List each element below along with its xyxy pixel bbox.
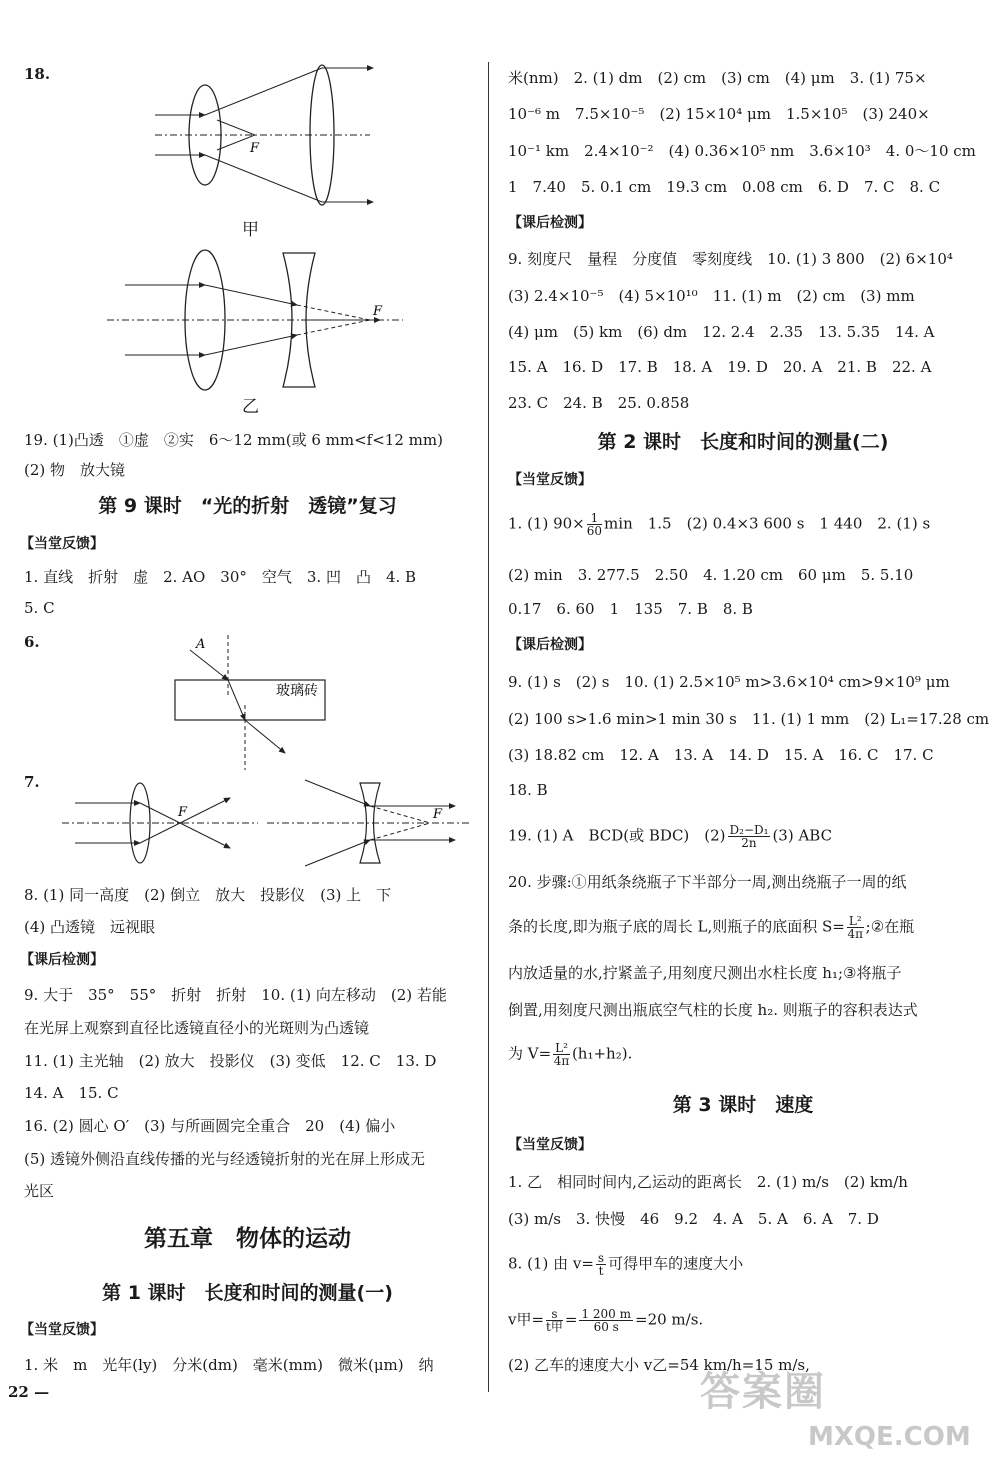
section-after-class-check: 【课后检测】 [20, 952, 104, 968]
r-line-4: 1 7.40 5. 0.1 cm 19.3 cm 0.08 cm 6. D 7. C 8. C [508, 178, 941, 196]
r-line-14: (2) 100 s>1.6 min>1 min 30 s 11. (1) 1 mm (2) L₁=17.28 cm [508, 710, 990, 728]
fraction-numerator: 1 200 m [581, 1307, 631, 1321]
r-line-9: 23. C 24. B 25. 0.858 [508, 394, 690, 412]
fraction-numerator: D₂−D₁ [729, 823, 769, 837]
fraction-denominator: 60 s [593, 1320, 619, 1334]
r-line-12: 0.17 6. 60 1 135 7. B 8. B [508, 600, 753, 618]
figure7-concave-focus-label: F [433, 807, 443, 822]
r-line-22-pre: 为 V= [508, 1044, 552, 1063]
figure7-convex-focus-label: F [178, 805, 188, 820]
r-line-26-post: =20 m/s. [635, 1310, 704, 1329]
r-line-26-mid: = [564, 1310, 578, 1329]
q16-line3: 光区 [24, 1182, 55, 1200]
fraction-numerator: L² [555, 1041, 568, 1055]
figure-jia-focus-label: F [250, 141, 260, 156]
r-line-10 [508, 512, 930, 537]
section-in-class-feedback: 【当堂反馈】 [20, 536, 104, 552]
r-line-26-pre: v甲= [508, 1310, 545, 1329]
r-line-1: 米(nm) 2. (1) dm (2) cm (3) cm (4) μm 3. (1) 75× [508, 69, 927, 87]
figure-yi-focus-label: F [373, 304, 383, 319]
r-line-25-pre: 8. (1) 由 v= [508, 1254, 594, 1273]
section-in-class-feedback-2: 【当堂反馈】 [20, 1322, 104, 1338]
feedback-answer-5: 5. C [24, 599, 55, 617]
column-divider [488, 62, 489, 1392]
r-line-17-pre: 19. (1) A BCD(或 BDC) (2) [508, 826, 726, 845]
figure6-glass-label: 玻璃砖 [276, 683, 318, 699]
r-line-6: (3) 2.4×10⁻⁵ (4) 5×10¹⁰ 11. (1) m (2) cm (3) mm [508, 287, 915, 305]
page-number: 22 — [8, 1383, 50, 1401]
watermark-logo: 答案圈 [700, 1369, 826, 1415]
fraction-denominator: t甲 [546, 1320, 563, 1334]
r-line-17-post: (3) ABC [772, 826, 833, 845]
section-after-class-check-r2: 【课后检测】 [508, 637, 592, 653]
lesson2-title: 第 2 课时 长度和时间的测量(二) [597, 431, 889, 453]
fraction-d2-d1-over-2n [728, 824, 771, 849]
q16-line1: 16. (2) 圆心 O′ (3) 与所画圆完全重合 20 (4) 偏小 [24, 1117, 396, 1135]
r-line-19-pre: 条的长度,即为瓶子底的周长 L,则瓶子的底面积 S= [508, 917, 845, 936]
figure7-convex-lens [60, 778, 260, 868]
r-line-16: 18. B [508, 781, 548, 799]
r-line-25 [508, 1252, 743, 1277]
fraction-s-over-t-jia [546, 1308, 563, 1333]
figure6-glass-brick-refraction [170, 635, 360, 770]
fraction-numerator: s [597, 1251, 605, 1265]
lesson3-title: 第 3 课时 速度 [672, 1094, 814, 1116]
fraction-denominator: 60 [586, 524, 603, 538]
r-line-24: (3) m/s 3. 快慢 46 9.2 4. A 5. A 6. A 7. D [508, 1210, 879, 1228]
watermark-url: MXQE.COM [808, 1422, 971, 1452]
r-line-2: 10⁻⁶ m 7.5×10⁻⁵ (2) 15×10⁴ μm 1.5×10⁵ (3) 240× [508, 105, 930, 123]
r-line-25-post: 可得甲车的速度大小 [608, 1254, 744, 1273]
fraction-denominator: 4π [847, 927, 864, 941]
figure-jia-caption: 甲 [242, 220, 259, 240]
r-line-10-pre: 1. (1) 90× [508, 514, 585, 533]
r-line-27: (2) 乙车的速度大小 v乙=54 km/h=15 m/s, [508, 1356, 810, 1374]
fraction-numerator: L² [848, 914, 862, 928]
chapter5-title: 第五章 物体的运动 [144, 1226, 351, 1252]
fraction-l2-over-4pi [847, 915, 864, 940]
q6-label: 6. [24, 633, 40, 651]
r-line-20: 内放适量的水,拧紧盖子,用刻度尺测出水柱长度 h₁;③将瓶子 [508, 964, 902, 982]
r-line-13: 9. (1) s (2) s 10. (1) 2.5×10⁵ m>3.6×10⁴ cm>9×10⁹ μm [508, 673, 950, 691]
section-in-class-feedback-r2: 【当堂反馈】 [508, 472, 592, 488]
q16-line2: (5) 透镜外侧沿直线传播的光与经透镜折射的光在屏上形成无 [24, 1150, 426, 1168]
r-line-22 [508, 1042, 632, 1067]
r-line-18: 20. 步骤:①用纸条绕瓶子下半部分一周,测出绕瓶子一周的纸 [508, 873, 907, 891]
r-line-10-post: min 1.5 (2) 0.4×3 600 s 1 440 2. (1) s [604, 514, 931, 533]
fraction-denominator: 2n [741, 836, 757, 850]
r-line-17 [508, 824, 832, 849]
r-line-7: (4) μm (5) km (6) dm 12. 2.4 2.35 13. 5.35 14. A [508, 323, 935, 341]
fraction-denominator: t [598, 1264, 604, 1278]
r-line-5: 9. 刻度尺 量程 分度值 零刻度线 10. (1) 3 800 (2) 6×10⁴ [508, 250, 953, 268]
lesson9-title: 第 9 课时 “光的折射 透镜”复习 [98, 495, 397, 517]
lesson1-answer-1: 1. 米 m 光年(ly) 分米(dm) 毫米(mm) 微米(μm) 纳 [24, 1356, 434, 1374]
fraction-1-over-60 [587, 512, 602, 537]
section-in-class-feedback-r3: 【当堂反馈】 [508, 1137, 592, 1153]
r-line-11: (2) min 3. 277.5 2.50 4. 1.20 cm 60 μm 5. 5.10 [508, 566, 914, 584]
r-line-21: 倒置,用刻度尺测出瓶底空气柱的长度 h₂. 则瓶子的容积表达式 [508, 1001, 918, 1019]
r-line-3: 10⁻¹ km 2.4×10⁻² (4) 0.36×10⁵ nm 3.6×10³ 4. 0～10 cm [508, 142, 976, 160]
figure7-concave-lens [265, 778, 475, 868]
lesson1-title: 第 1 课时 长度和时间的测量(一) [102, 1282, 393, 1304]
q8-answer-line1: 8. (1) 同一高度 (2) 倒立 放大 投影仪 (3) 上 下 [24, 886, 392, 904]
q8-answer-line2: (4) 凸透镜 远视眼 [24, 918, 156, 936]
fraction-denominator: 4π [553, 1054, 570, 1068]
fraction-numerator: 1 [587, 512, 602, 525]
r-line-15: (3) 18.82 cm 12. A 13. A 14. D 15. A 16. C 17. C [508, 746, 934, 764]
q14-15-line: 14. A 15. C [24, 1084, 119, 1102]
q7-label: 7. [24, 773, 40, 791]
r-line-8: 15. A 16. D 17. B 18. A 19. D 20. A 21. B 22. A [508, 358, 932, 376]
feedback-answers-1-4: 1. 直线 折射 虚 2. AO 30° 空气 3. 凹 凸 4. B [24, 568, 417, 586]
figure6-point-a-label: A [196, 637, 206, 652]
r-line-26 [508, 1308, 703, 1333]
r-line-22-post: (h₁+h₂). [571, 1044, 633, 1063]
section-after-class-check-r1: 【课后检测】 [508, 215, 592, 231]
figure-yi-lens-combo-diagram [105, 245, 405, 395]
q18-label: 18. [24, 65, 51, 83]
fraction-s-over-t [596, 1252, 606, 1277]
q19-answer-line1: 19. (1)凸透 ①虚 ②实 6～12 mm(或 6 mm<f<12 mm) [24, 431, 443, 449]
fraction-l2-over-4pi-2 [553, 1042, 570, 1067]
r-line-23: 1. 乙 相同时间内,乙运动的距离长 2. (1) m/s (2) km/h [508, 1173, 908, 1191]
figure-jia-convex-lens-diagram [135, 60, 375, 210]
figure-yi-caption: 乙 [242, 397, 259, 417]
r-line-19-post: ;②在瓶 [865, 917, 915, 936]
fraction-1200m-over-60s [579, 1308, 633, 1333]
q9-10-line1: 9. 大于 35° 55° 折射 折射 10. (1) 向左移动 (2) 若能 [24, 986, 447, 1004]
fraction-numerator: s [546, 1308, 563, 1321]
q9-10-line2: 在光屏上观察到直径比透镜直径小的光斑则为凸透镜 [24, 1019, 370, 1037]
r-line-19 [508, 915, 914, 940]
q19-answer-line2: (2) 物 放大镜 [24, 461, 126, 479]
q11-13-line: 11. (1) 主光轴 (2) 放大 投影仪 (3) 变低 12. C 13. D [24, 1052, 437, 1070]
